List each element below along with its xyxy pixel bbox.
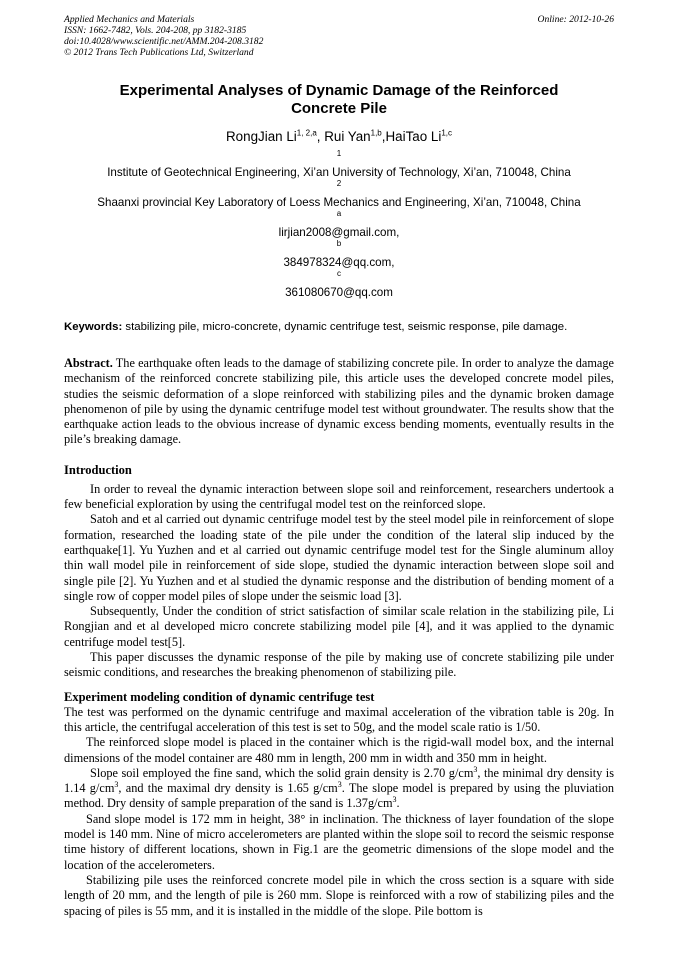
paper-page — [64, 14, 614, 919]
author-1: RongJian Li — [226, 129, 297, 144]
affiliation-2-marker: 2 — [336, 179, 342, 189]
paper-title-line-2: Concrete Pile — [291, 100, 387, 117]
intro-paragraph: Subsequently, Under the condition of strict satisfaction of similar scale relation in the stabilizing pile, Li Rongjian and et al developed micro concrete stabilizing model pile [4], and it was applied to the dynamic centrifuge model test[5]. — [64, 604, 614, 649]
email-b[interactable]: 384978324@qq.com, — [283, 256, 395, 269]
experiment-paragraph: Stabilizing pile uses the reinforced concrete model pile in which the cross section is a square with side length of 20 mm, and the length of pile is 260 mm. Slope is reinforced with a row of stabilizing piles and the spacing of piles is 55 mm, and it is installed in the middle of the slope. Pile bottom is — [64, 872, 614, 918]
email-a-marker: a — [336, 209, 342, 219]
keywords-text: stabilizing pile, micro-concrete, dynamic centrifuge test, seismic response, pile damage. — [122, 321, 568, 333]
intro-paragraph: In order to reveal the dynamic interaction between slope soil and reinforcement, researchers undertook a few beneficial exploration by using the centrifugal model test on the reinforced slope. — [64, 481, 614, 512]
journal-name: Applied Mechanics and Materials — [64, 14, 195, 25]
email-b-marker: b — [336, 239, 342, 249]
author-3: HaiTao Li — [385, 129, 442, 144]
affiliation-2-text: Shaanxi provincial Key Laboratory of Loess Mechanics and Engineering, Xi’an, 710048, China — [97, 196, 581, 209]
experiment-paragraph: The test was performed on the dynamic centrifuge and maximal acceleration of the vibration table is 20g. In this article, the centrifugal acceleration of this test is set to 50g, and the model scale ratio is 1/50. — [64, 704, 614, 734]
author-2: Rui Yan — [324, 129, 371, 144]
online-date: Online: 2012-10-26 — [537, 14, 614, 25]
author-separator: , — [381, 129, 386, 144]
author-1-affil: 1, 2,a — [296, 128, 317, 138]
affiliation-1-marker: 1 — [336, 149, 342, 159]
keywords-label: Keywords: — [64, 321, 123, 333]
text-run: , the minimal dry density is 1.14 g/cm — [64, 765, 614, 796]
email-c[interactable]: 361080670@qq.com — [285, 286, 393, 299]
paper-title — [64, 82, 614, 118]
superscript: 3 — [392, 795, 397, 805]
journal-doi: doi:10.4028/www.scientific.net/AMM.204-208.3182 — [64, 36, 264, 47]
email-c-marker: c — [337, 269, 341, 279]
journal-copyright: © 2012 Trans Tech Publications Ltd, Switzerland — [64, 47, 254, 58]
abstract-text: The earthquake often leads to the damage of stabilizing concrete pile. In order to analyze the damage mechanism of the reinforced concrete stabilizing pile, this article uses the developed concrete model piles, studies the seismic deformation of a slope reinforced with stabilizing piles and the dynamic broken damage phenomenon of pile by using the dynamic centrifuge model test without groundwater. The results show that the earthquake action leads to the obvious increase of dynamic excess bending moments, eventually results in the pile’s breaking damage. — [64, 356, 614, 447]
journal-header — [64, 14, 614, 58]
text-run: . — [396, 796, 400, 811]
journal-issn: ISSN: 1662-7482, Vols. 204-208, pp 3182-3185 — [64, 25, 247, 36]
section-heading-introduction: Introduction — [64, 462, 132, 477]
text-run: . The slope model is prepared by using the pluviation method. Dry density of sample preparation of the sand is 1.37g/cm — [64, 781, 614, 811]
affiliations — [64, 150, 614, 300]
text-run: Slope soil employed the fine sand, which the solid grain density is 2.70 g/cm — [90, 765, 474, 780]
intro-paragraph: This paper discusses the dynamic response of the pile by making use of concrete stabilizing pile under seismic conditions, and researches the breaking phenomenon of stabilizing pile. — [64, 650, 614, 680]
affiliation-2 — [64, 180, 614, 210]
experiment-paragraph: The reinforced slope model is placed in the container which is the rigid-wall model box, and the internal dimensions of the model container are 480 mm in length, 200 mm in width and 350 mm in height. — [64, 735, 614, 765]
paper-title-line-1: Experimental Analyses of Dynamic Damage of the Reinforced — [119, 82, 559, 99]
author-emails — [64, 210, 614, 300]
abstract — [64, 356, 614, 448]
author-2-affil: 1,b — [370, 128, 382, 138]
affiliation-1-text: Institute of Geotechnical Engineering, Xi’an University of Technology, Xi’an, 710048, China — [107, 166, 571, 179]
abstract-label: Abstract. — [64, 356, 113, 370]
affiliation-1 — [64, 150, 614, 180]
superscript: 3 — [337, 780, 342, 790]
author-list — [64, 128, 614, 146]
author-separator: , — [316, 129, 325, 144]
section-heading-experiment: Experiment modeling condition of dynamic centrifuge test — [64, 689, 375, 704]
author-3-affil: 1,c — [441, 128, 452, 138]
superscript: 3 — [114, 780, 119, 790]
experiment-paragraph: Sand slope model is 172 mm in height, 38° in inclination. The thickness of layer foundation of the slope model is 140 mm. Nine of micro accelerometers are planted within the slope soil to record the seismic response time history of different locations, shown in Fig.1 are the geometric dimensions of the slope model and the location of the accelerometers. — [64, 811, 614, 872]
email-a[interactable]: lirjian2008@gmail.com, — [278, 226, 400, 239]
intro-paragraph: Satoh and et al carried out dynamic centrifuge model test by the steel model pile in reinforcement of slope formation, researched the loading state of the pile under the condition of the lateral slip induced by the earthquake[1]. Yu Yuzhen and et al carried out dynamic centrifuge model test for the Single aluminum alloy thin wall model pile in reinforcement of side slope, studied the dynamic interaction between slope soil and single pile [2]. Yu Yuzhen and et al studied the dynamic response and the distribution of bending moment of a single row of copper model piles of slope under the seismic load [3]. — [64, 512, 614, 603]
superscript: 3 — [473, 764, 478, 774]
keywords — [64, 320, 614, 335]
experiment-paragraph — [64, 766, 614, 812]
text-run: , and the maximal dry density is 1.65 g/cm — [118, 781, 338, 796]
